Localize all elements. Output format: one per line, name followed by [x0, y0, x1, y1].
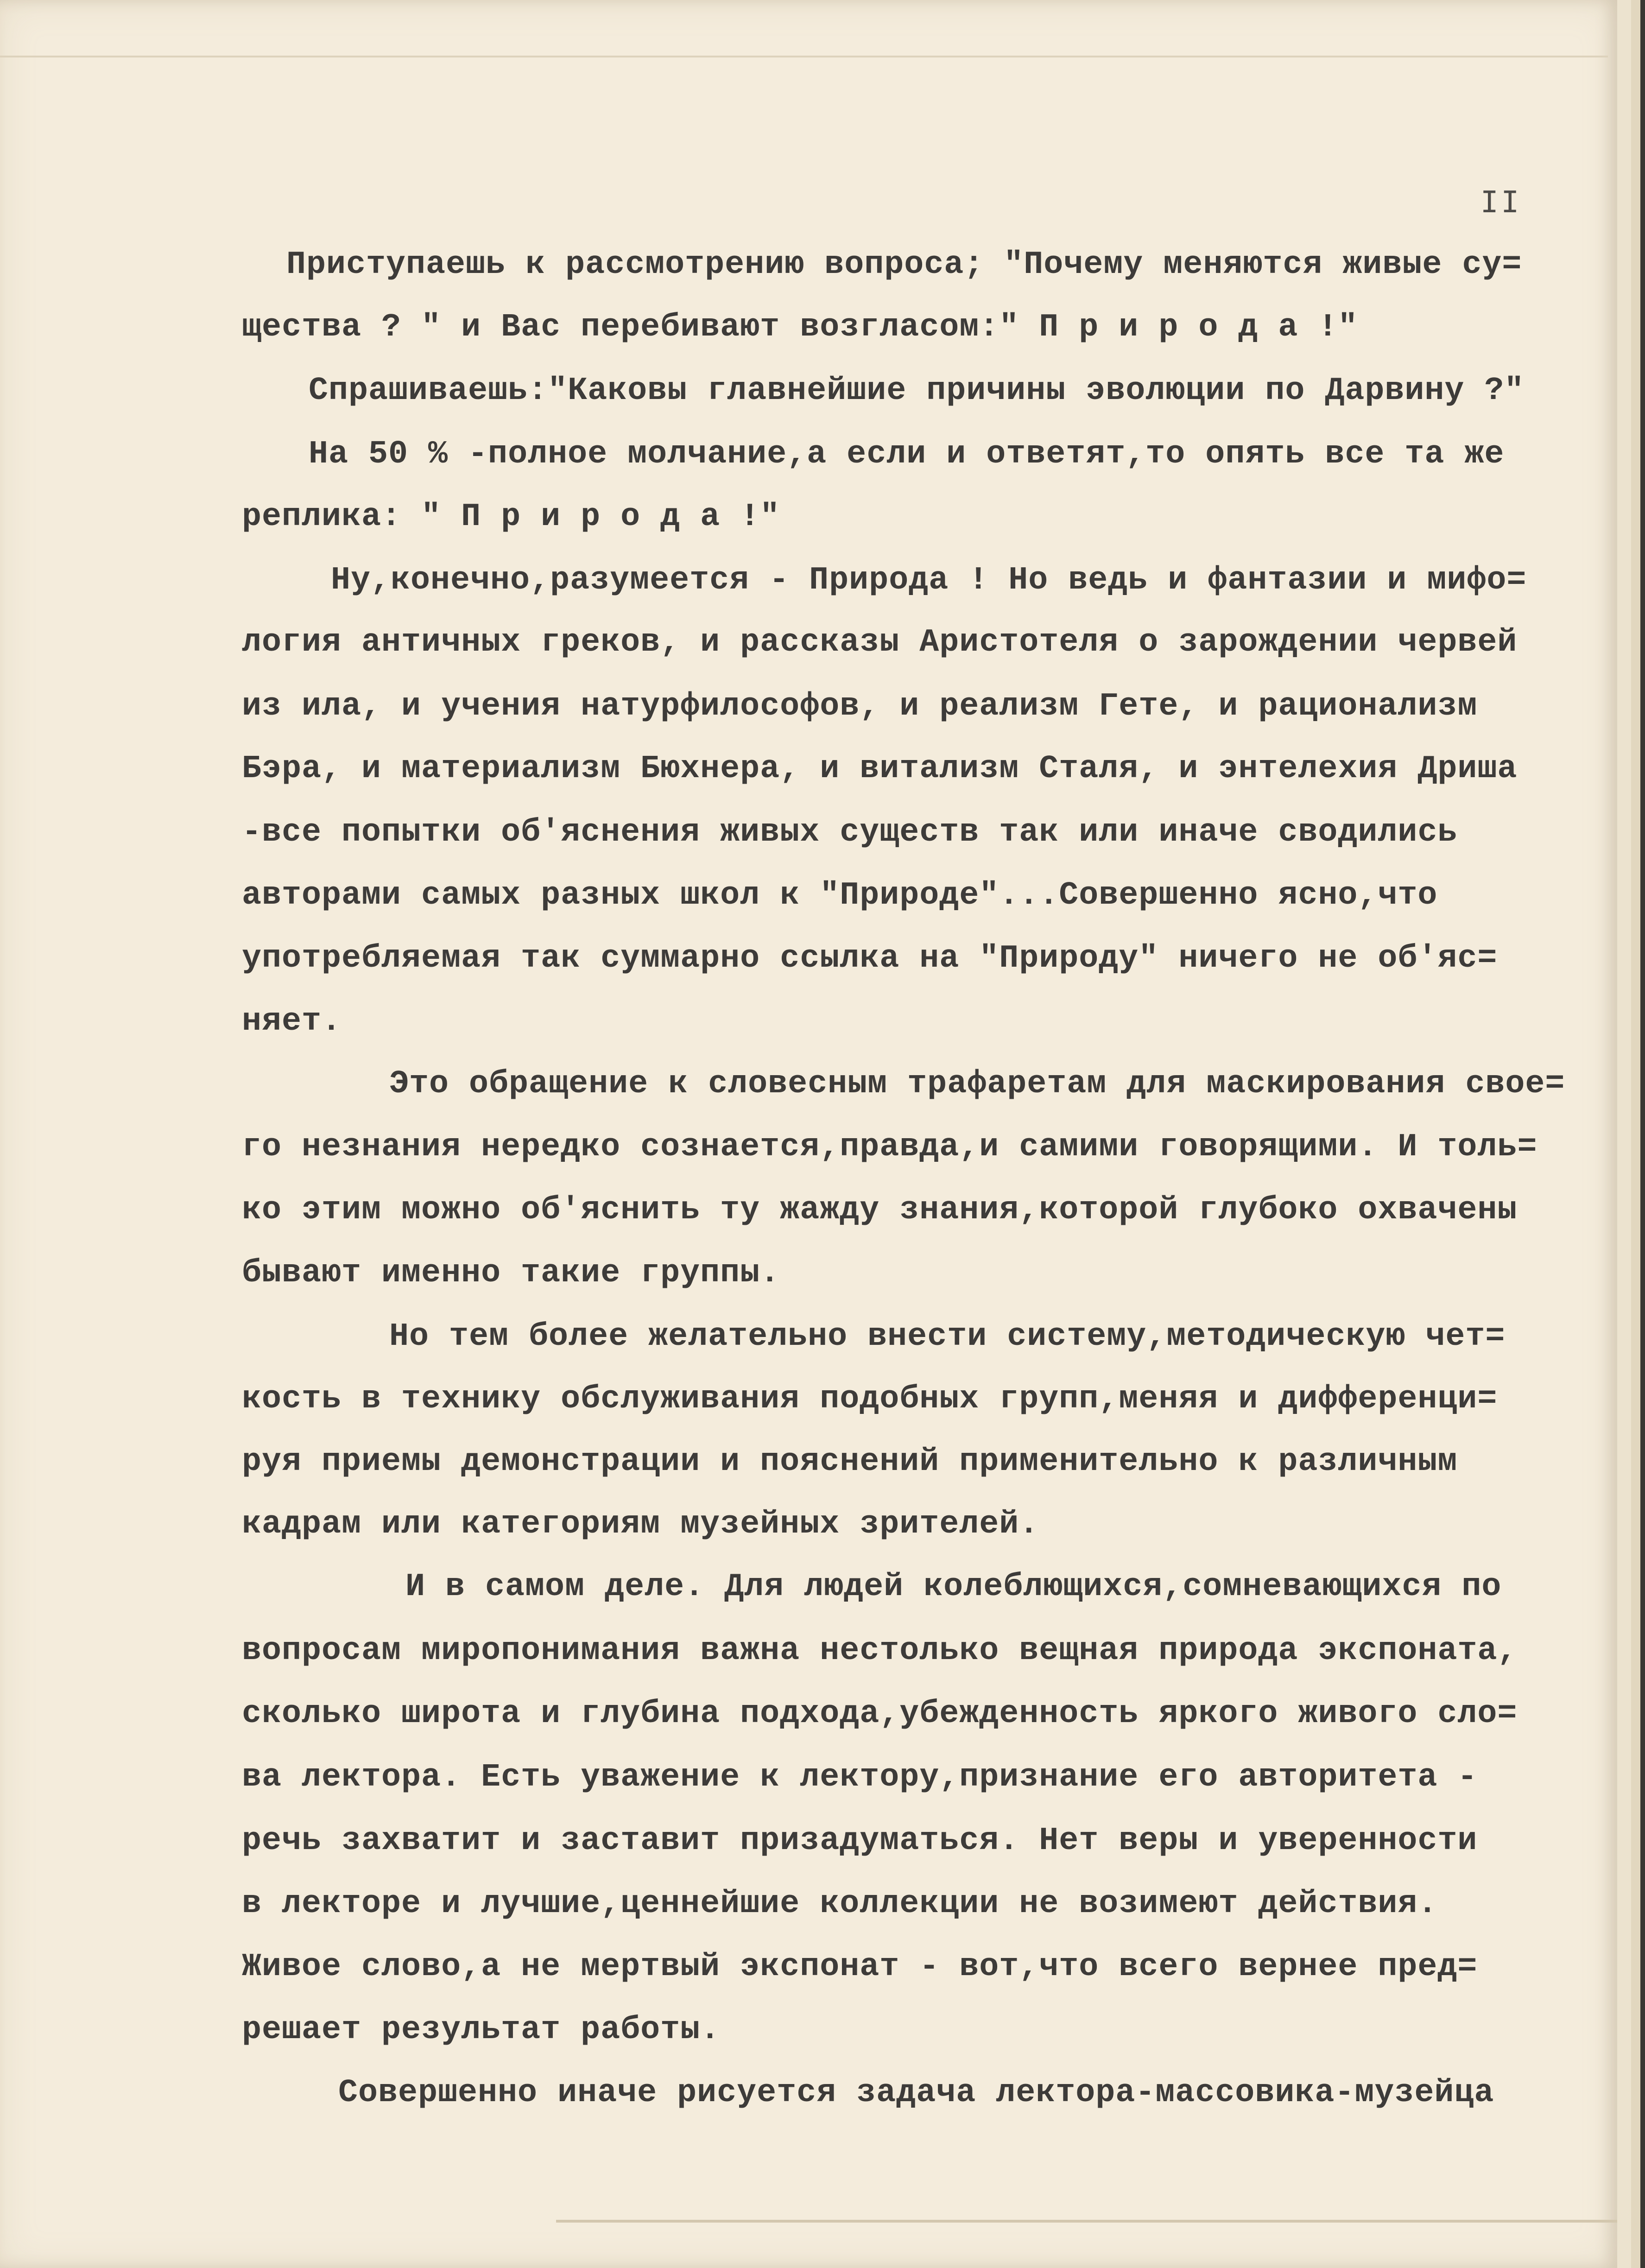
page-bottom-edge — [556, 2220, 1617, 2223]
text-line: го незнания нередко сознается,правда,и самими говорящими. И толь= — [242, 1129, 1537, 1166]
text-line: щества ? " и Вас перебивают возгласом:" П р и р о д а !" — [242, 309, 1358, 346]
text-line: кость в технику обслуживания подобных групп,меняя и дифференци= — [242, 1381, 1498, 1418]
text-line: вопросам миропонимания важна нестолько вещная природа экспоната, — [242, 1633, 1518, 1669]
text-line: сколько широта и глубина подхода,убежденность яркого живого сло= — [242, 1696, 1518, 1732]
page-top-fold — [0, 56, 1608, 57]
text-line: бывают именно такие группы. — [242, 1255, 780, 1292]
text-line: кадрам или категориям музейных зрителей. — [242, 1506, 1039, 1543]
text-line: Но тем более желательно внести систему,методическую чет= — [389, 1318, 1506, 1355]
text-line: авторами самых разных школ к "Природе"...Совершенно ясно,что — [242, 877, 1438, 914]
text-line: Ну,конечно,разумеется - Природа ! Но ведь и фантазии и мифо= — [331, 562, 1527, 599]
text-line: Живое слово,а не мертвый экспонат - вот,что всего вернее пред= — [242, 1949, 1478, 1985]
text-line: в лекторе и лучшие,ценнейшие коллекции не возимеют действия. — [242, 1886, 1438, 1922]
text-line: Приступаешь к рассмотрению вопроса; "Почему меняются живые су= — [286, 247, 1522, 283]
text-line: На 50 % -полное молчание,а если и ответят,то опять все та же — [309, 436, 1505, 473]
text-line: ко этим можно об'яснить ту жажду знания,которой глубоко охвачены — [242, 1192, 1518, 1229]
text-line: Бэра, и материализм Бюхнера, и витализм Сталя, и энтелехия Дриша — [242, 751, 1518, 787]
text-line: реплика: " П р и р о д а !" — [242, 499, 780, 535]
text-line: из ила, и учения натурфилософов, и реализм Гете, и рационализм — [242, 688, 1478, 725]
page-number: II — [1480, 185, 1522, 220]
text-line: Это обращение к словесным трафаретам для маскирования свое= — [389, 1066, 1565, 1102]
text-line: логия античных греков, и рассказы Аристотеля о зарождении червей — [242, 624, 1518, 661]
text-line: Совершенно иначе рисуется задача лектора-массовика-музейца — [338, 2075, 1494, 2111]
text-line: -все попытки об'яснения живых существ так или иначе сводились — [242, 814, 1458, 851]
text-line: И в самом деле. Для людей колеблющихся,сомневающихся по — [405, 1569, 1502, 1605]
text-line: няет. — [242, 1003, 342, 1040]
text-line: ва лектора. Есть уважение к лектору,признание его авторитета - — [242, 1759, 1478, 1796]
text-line: руя приемы демонстрации и пояснений применительно к различным — [242, 1444, 1458, 1480]
text-line: речь захватит и заставит призадуматься. Нет веры и уверенности — [242, 1823, 1478, 1859]
text-line: решает результат работы. — [242, 2012, 721, 2048]
text-line: Спрашиваешь:"Каковы главнейшие причины эволюции по Дарвину ?" — [309, 373, 1525, 409]
text-line: употребляемая так суммарно ссылка на "Природу" ничего не об'яс= — [242, 940, 1498, 977]
